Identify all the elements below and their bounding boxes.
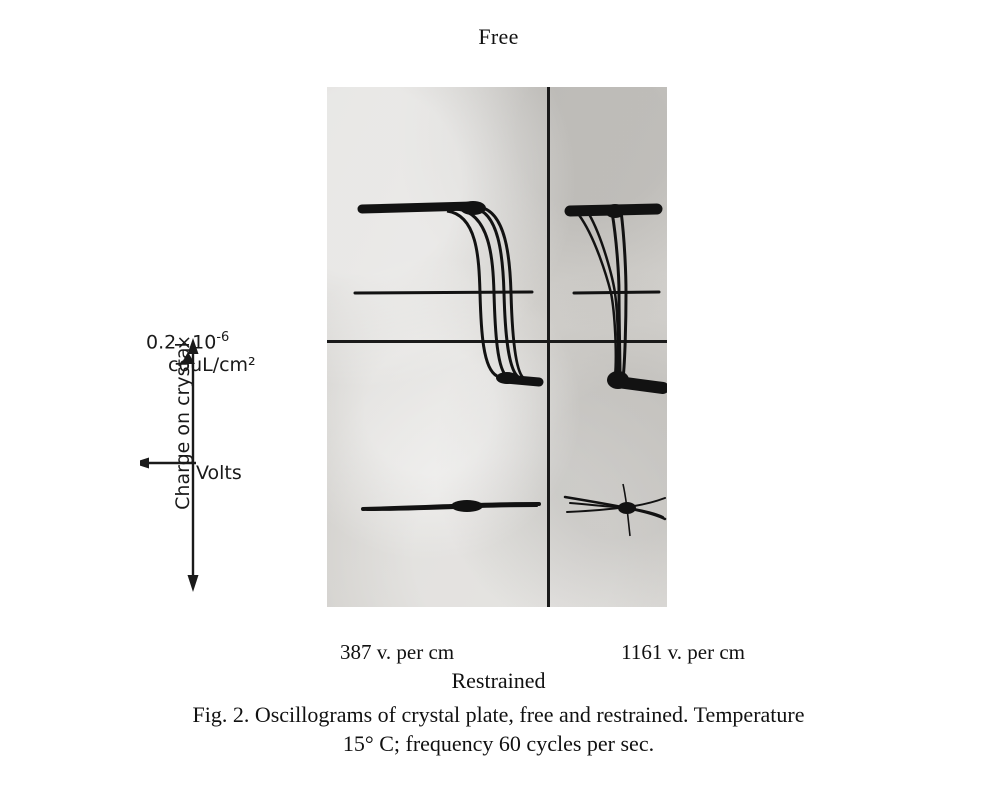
caption-line-1: Fig. 2. Oscillograms of crystal plate, free and restrained. Temperature [192,702,805,727]
axis-key-diagram [140,330,330,600]
trace-restrained-1161 [565,484,665,536]
axis-scale-multiplier: ×10 [176,331,217,354]
field-strength-labels [327,640,745,665]
axis-scale-exponent: -6 [216,330,230,345]
oscillogram-traces [327,87,667,607]
axis-x-label: Volts [196,462,242,484]
axis-y-label: Charge on crystal [172,342,194,510]
figure-caption [0,700,997,758]
axis-scale-unit: couL/cm² [168,353,256,376]
trace-restrained-387 [363,500,539,512]
figure-bottom-label: Restrained [451,668,546,693]
field-label-right: 1161 v. per cm [621,640,745,664]
trace-free-387 [355,201,539,384]
caption-line-2: 15° C; frequency 60 cycles per sec. [342,731,655,757]
field-label-left: 387 v. per cm [340,640,455,664]
axis-scale-value: 0.2 [146,331,177,354]
oscillogram-figure [327,87,667,607]
trace-free-1161 [570,204,663,389]
arrow-down-icon [188,575,199,592]
figure-top-label: Free [478,24,519,49]
arrow-left-icon [140,458,149,469]
